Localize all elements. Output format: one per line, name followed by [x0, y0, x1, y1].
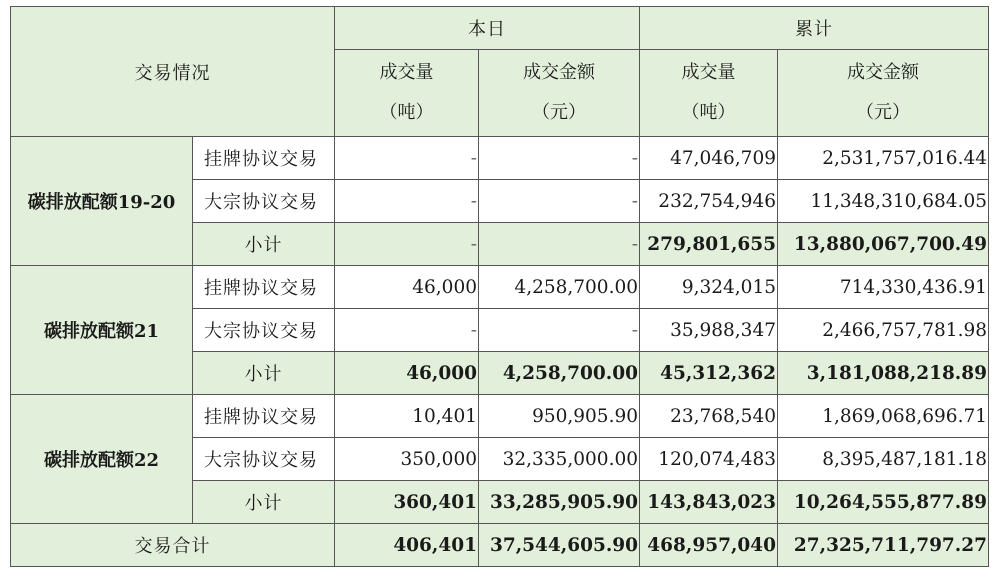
subtotal-label: 小计	[193, 481, 335, 524]
volume-label: 成交量	[681, 62, 736, 83]
total-label: 交易合计	[11, 524, 335, 567]
today-amount: 32,335,000.00	[479, 438, 640, 481]
section-label-cell	[11, 7, 335, 137]
cum-volume: 279,801,655	[640, 223, 778, 266]
amount-label: 成交金额	[523, 62, 595, 83]
today-volume: -	[335, 223, 479, 266]
group-name: 碳排放配额22	[11, 395, 193, 524]
cum-volume: 120,074,483	[640, 438, 778, 481]
total-row	[11, 524, 989, 567]
today-amount: 4,258,700.00	[479, 352, 640, 395]
total-cum-amount: 27,325,711,797.27	[778, 524, 989, 567]
table-row	[11, 395, 989, 438]
header-row-1	[11, 7, 989, 50]
today-amount: 950,905.90	[479, 395, 640, 438]
cum-volume: 143,843,023	[640, 481, 778, 524]
today-volume: -	[335, 137, 479, 180]
total-today-volume: 406,401	[335, 524, 479, 567]
group-name: 碳排放配额21	[11, 266, 193, 395]
cum-amount: 1,869,068,696.71	[778, 395, 989, 438]
cum-volume-header	[640, 50, 778, 137]
section-label: 交易情况	[134, 62, 211, 84]
cum-amount: 2,466,757,781.98	[778, 309, 989, 352]
cum-amount-header	[778, 50, 989, 137]
today-amount: -	[479, 137, 640, 180]
row-label: 大宗协议交易	[193, 180, 335, 223]
trading-summary-table	[10, 6, 989, 567]
row-label: 挂牌协议交易	[193, 137, 335, 180]
cum-volume: 9,324,015	[640, 266, 778, 309]
group-name: 碳排放配额19-20	[11, 137, 193, 266]
total-today-amount: 37,544,605.90	[479, 524, 640, 567]
today-volume: -	[335, 309, 479, 352]
today-volume-header	[335, 50, 479, 137]
today-amount: 33,285,905.90	[479, 481, 640, 524]
row-label: 挂牌协议交易	[193, 395, 335, 438]
total-cum-volume: 468,957,040	[640, 524, 778, 567]
today-volume: -	[335, 180, 479, 223]
today-amount: -	[479, 309, 640, 352]
cum-amount: 10,264,555,877.89	[778, 481, 989, 524]
today-volume: 10,401	[335, 395, 479, 438]
today-volume: 350,000	[335, 438, 479, 481]
today-volume: 360,401	[335, 481, 479, 524]
cum-volume: 23,768,540	[640, 395, 778, 438]
cum-amount: 13,880,067,700.49	[778, 223, 989, 266]
volume-unit: （吨）	[379, 102, 434, 123]
table-row	[11, 266, 989, 309]
today-amount: -	[479, 180, 640, 223]
today-volume: 46,000	[335, 352, 479, 395]
cum-volume: 47,046,709	[640, 137, 778, 180]
row-label: 大宗协议交易	[193, 309, 335, 352]
cum-amount: 714,330,436.91	[778, 266, 989, 309]
subtotal-label: 小计	[193, 223, 335, 266]
today-volume: 46,000	[335, 266, 479, 309]
today-amount: 4,258,700.00	[479, 266, 640, 309]
today-header: 本日	[335, 7, 640, 50]
today-amount: -	[479, 223, 640, 266]
cumulative-header: 累计	[640, 7, 989, 50]
table-row	[11, 137, 989, 180]
cum-amount: 2,531,757,016.44	[778, 137, 989, 180]
amount-unit: （元）	[532, 102, 586, 123]
cum-volume: 232,754,946	[640, 180, 778, 223]
cum-amount: 3,181,088,218.89	[778, 352, 989, 395]
cum-amount: 8,395,487,181.18	[778, 438, 989, 481]
volume-unit: （吨）	[681, 102, 736, 123]
volume-label: 成交量	[379, 62, 434, 83]
cum-volume: 45,312,362	[640, 352, 778, 395]
amount-label: 成交金额	[847, 62, 919, 83]
cum-amount: 11,348,310,684.05	[778, 180, 989, 223]
row-label: 挂牌协议交易	[193, 266, 335, 309]
subtotal-label: 小计	[193, 352, 335, 395]
amount-unit: （元）	[856, 102, 910, 123]
cum-volume: 35,988,347	[640, 309, 778, 352]
today-amount-header	[479, 50, 640, 137]
row-label: 大宗协议交易	[193, 438, 335, 481]
